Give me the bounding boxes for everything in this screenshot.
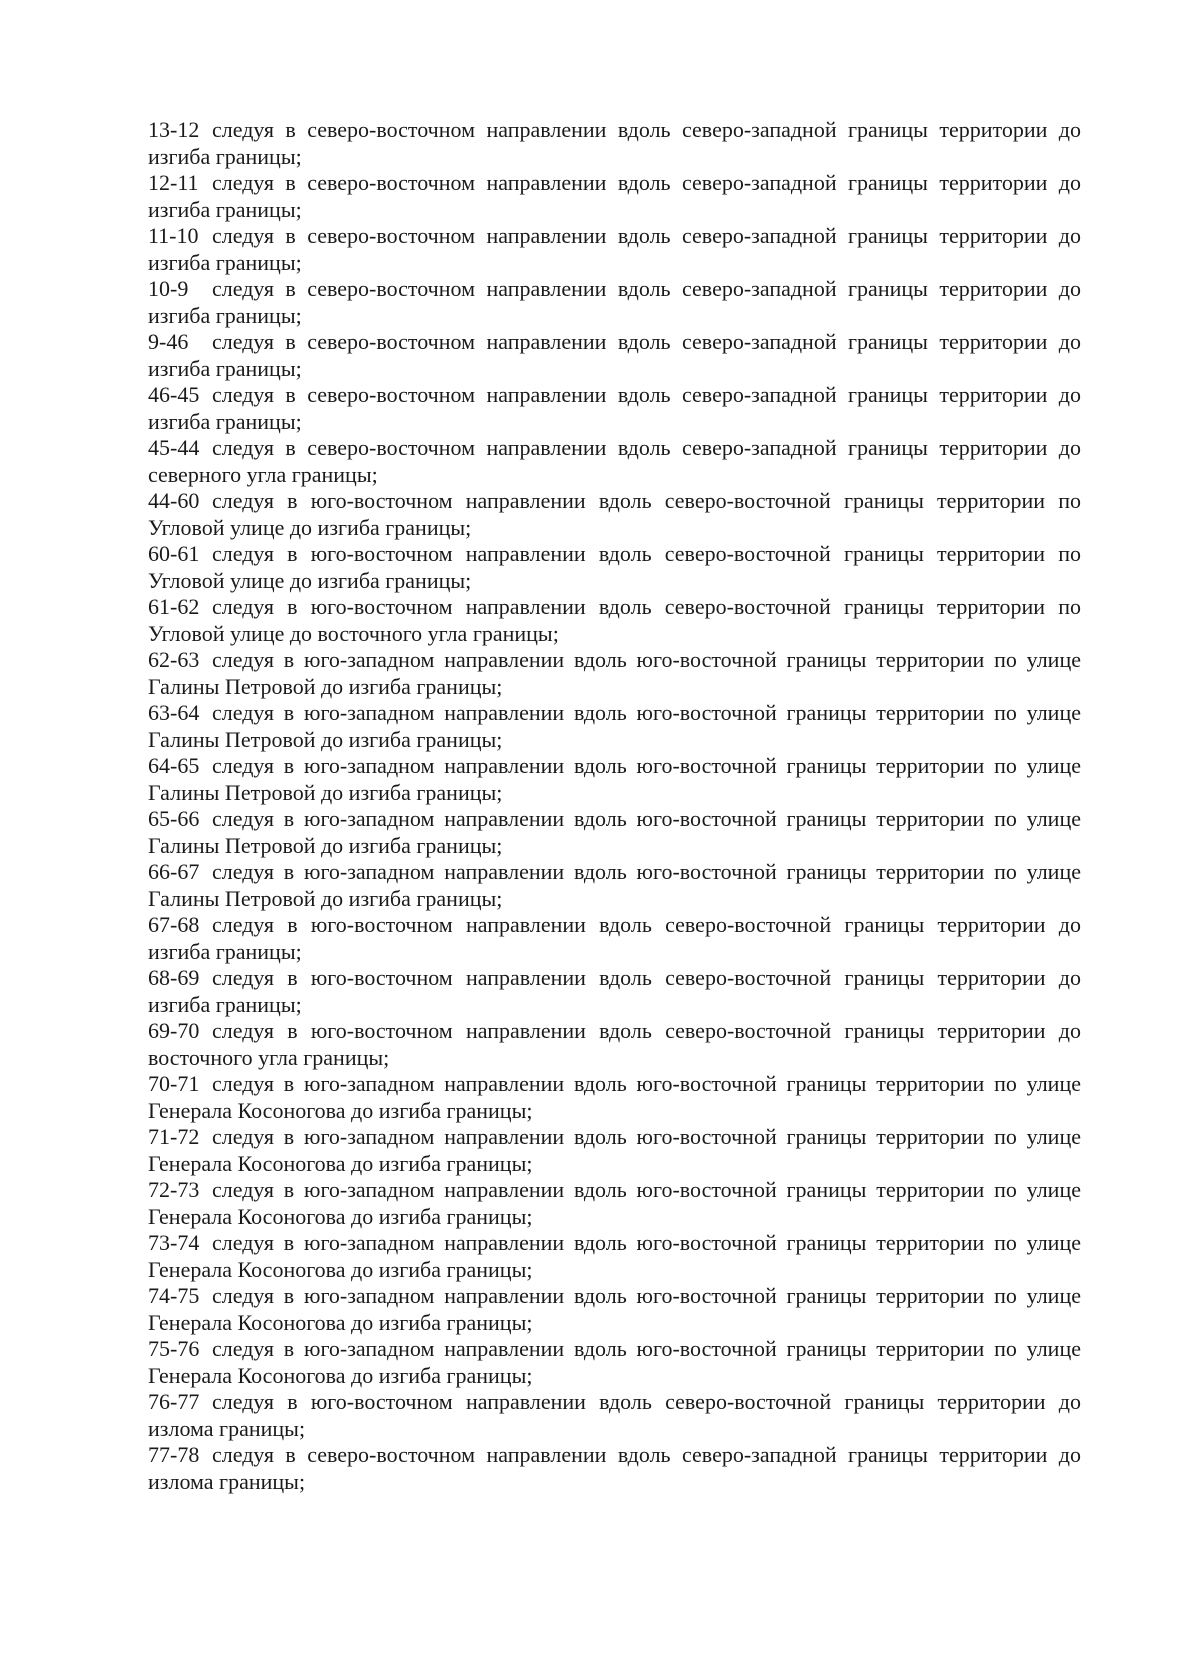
segment-description: следуя в юго-западном направлении вдоль юго-восточной границы территории по улице Генерала Косоногова до изгиба границы; (148, 1336, 1081, 1388)
segment-code: 71-72 (148, 1124, 200, 1149)
segment-code: 44-60 (148, 488, 200, 513)
boundary-segment-entry (148, 276, 1081, 329)
segment-description: следуя в юго-восточном направлении вдоль северо-восточной границы территории по Угловой улице до изгиба границы; (148, 541, 1081, 593)
segment-code: 68-69 (148, 965, 200, 990)
boundary-segment-entry (148, 1071, 1081, 1124)
segment-description: следуя в юго-восточном направлении вдоль северо-восточной границы территории по Угловой улице до восточного угла границы; (148, 594, 1081, 646)
boundary-segment-entry (148, 806, 1081, 859)
boundary-segment-entry (148, 329, 1081, 382)
boundary-segment-entry (148, 1283, 1081, 1336)
segment-code: 66-67 (148, 859, 200, 884)
segment-code: 64-65 (148, 753, 200, 778)
boundary-segment-entry (148, 541, 1081, 594)
boundary-segment-entry (148, 859, 1081, 912)
segment-description: следуя в северо-восточном направлении вдоль северо-западной границы территории до изгиба границы; (148, 329, 1081, 381)
segment-code: 12-11 (148, 170, 199, 195)
segment-description: следуя в юго-восточном направлении вдоль северо-восточной границы территории до изгиба границы; (148, 965, 1081, 1017)
segment-description: следуя в юго-западном направлении вдоль юго-восточной границы территории по улице Генерала Косоногова до изгиба границы; (148, 1230, 1081, 1282)
segment-code: 9-46 (148, 329, 189, 354)
segment-description: следуя в юго-западном направлении вдоль юго-восточной границы территории по улице Генерала Косоногова до изгиба границы; (148, 1283, 1081, 1335)
segment-code: 65-66 (148, 806, 200, 831)
segment-description: следуя в юго-восточном направлении вдоль северо-восточной границы территории до излома границы; (148, 1389, 1081, 1441)
boundary-segment-entry (148, 170, 1081, 223)
segment-description: следуя в юго-западном направлении вдоль юго-восточной границы территории по улице Генерала Косоногова до изгиба границы; (148, 1071, 1081, 1123)
boundary-segment-entry (148, 117, 1081, 170)
segment-description: следуя в юго-западном направлении вдоль юго-восточной границы территории по улице Генерала Косоногова до изгиба границы; (148, 1124, 1081, 1176)
segment-code: 60-61 (148, 541, 200, 566)
segment-code: 67-68 (148, 912, 200, 937)
segment-description: следуя в северо-восточном направлении вдоль северо-западной границы территории до северного угла границы; (148, 435, 1081, 487)
segment-description: следуя в юго-западном направлении вдоль юго-восточной границы территории по улице Галины Петровой до изгиба границы; (148, 859, 1081, 911)
boundary-segment-entry (148, 1230, 1081, 1283)
boundary-segment-entry (148, 1124, 1081, 1177)
segment-code: 70-71 (148, 1071, 200, 1096)
boundary-description-list (148, 117, 1081, 1495)
segment-description: следуя в северо-восточном направлении вдоль северо-западной границы территории до изгиба границы; (148, 276, 1081, 328)
segment-description: следуя в северо-восточном направлении вдоль северо-западной границы территории до изгиба границы; (148, 117, 1081, 169)
segment-code: 11-10 (148, 223, 199, 248)
boundary-segment-entry (148, 594, 1081, 647)
segment-code: 73-74 (148, 1230, 200, 1255)
segment-code: 46-45 (148, 382, 200, 407)
segment-description: следуя в северо-восточном направлении вдоль северо-западной границы территории до излома границы; (148, 1442, 1081, 1494)
segment-description: следуя в юго-восточном направлении вдоль северо-восточной границы территории до изгиба границы; (148, 912, 1081, 964)
segment-description: следуя в северо-восточном направлении вдоль северо-западной границы территории до изгиба границы; (148, 170, 1081, 222)
segment-code: 69-70 (148, 1018, 200, 1043)
segment-description: следуя в юго-западном направлении вдоль юго-восточной границы территории по улице Галины Петровой до изгиба границы; (148, 806, 1081, 858)
segment-code: 75-76 (148, 1336, 200, 1361)
segment-code: 74-75 (148, 1283, 200, 1308)
boundary-segment-entry (148, 912, 1081, 965)
boundary-segment-entry (148, 223, 1081, 276)
segment-code: 13-12 (148, 117, 200, 142)
segment-code: 72-73 (148, 1177, 200, 1202)
segment-description: следуя в юго-западном направлении вдоль юго-восточной границы территории по улице Галины Петровой до изгиба границы; (148, 753, 1081, 805)
segment-description: следуя в северо-восточном направлении вдоль северо-западной границы территории до изгиба границы; (148, 382, 1081, 434)
segment-code: 76-77 (148, 1389, 200, 1414)
segment-code: 62-63 (148, 647, 200, 672)
boundary-segment-entry (148, 382, 1081, 435)
boundary-segment-entry (148, 965, 1081, 1018)
segment-description: следуя в юго-восточном направлении вдоль северо-восточной границы территории по Угловой улице до изгиба границы; (148, 488, 1081, 540)
segment-code: 63-64 (148, 700, 200, 725)
boundary-segment-entry (148, 1389, 1081, 1442)
segment-code: 77-78 (148, 1442, 200, 1467)
segment-description: следуя в северо-восточном направлении вдоль северо-западной границы территории до изгиба границы; (148, 223, 1081, 275)
boundary-segment-entry (148, 753, 1081, 806)
segment-description: следуя в юго-восточном направлении вдоль северо-восточной границы территории до восточного угла границы; (148, 1018, 1081, 1070)
segment-code: 45-44 (148, 435, 200, 460)
segment-description: следуя в юго-западном направлении вдоль юго-восточной границы территории по улице Галины Петровой до изгиба границы; (148, 700, 1081, 752)
boundary-segment-entry (148, 435, 1081, 488)
boundary-segment-entry (148, 1442, 1081, 1495)
segment-description: следуя в юго-западном направлении вдоль юго-восточной границы территории по улице Генерала Косоногова до изгиба границы; (148, 1177, 1081, 1229)
boundary-segment-entry (148, 647, 1081, 700)
boundary-segment-entry (148, 700, 1081, 753)
segment-description: следуя в юго-западном направлении вдоль юго-восточной границы территории по улице Галины Петровой до изгиба границы; (148, 647, 1081, 699)
boundary-segment-entry (148, 1018, 1081, 1071)
boundary-segment-entry (148, 1336, 1081, 1389)
segment-code: 10-9 (148, 276, 189, 301)
segment-code: 61-62 (148, 594, 200, 619)
boundary-segment-entry (148, 488, 1081, 541)
boundary-segment-entry (148, 1177, 1081, 1230)
